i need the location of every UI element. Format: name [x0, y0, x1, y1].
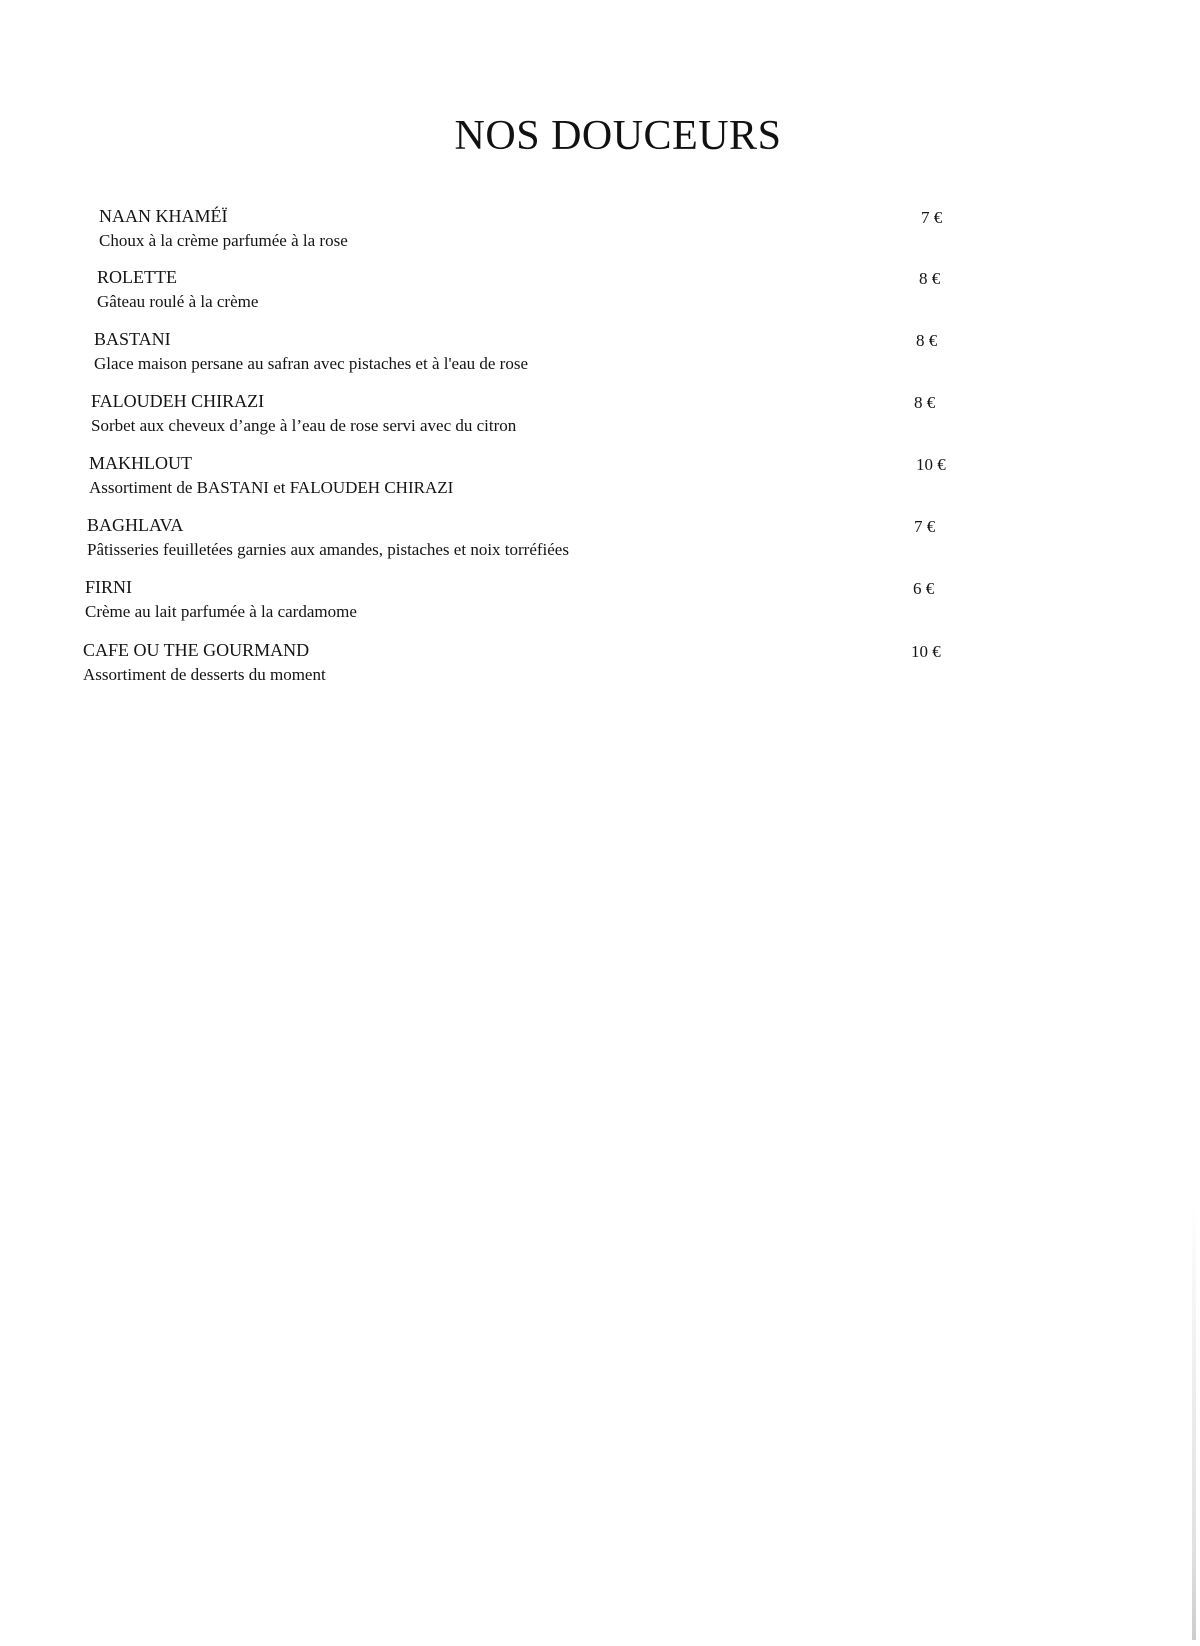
item-price: 10 € [916, 455, 946, 474]
item-price: 8 € [914, 393, 936, 412]
item-name: CAFE OU THE GOURMAND [83, 640, 310, 660]
item-name: NAAN KHAMÉÏ [99, 206, 228, 226]
item-description: Crème au lait parfumée à la cardamome [85, 602, 357, 621]
item-name: BAGHLAVA [87, 515, 184, 535]
item-price: 6 € [913, 579, 935, 598]
item-price: 10 € [911, 642, 941, 661]
item-description: Pâtisseries feuilletées garnies aux amandes, pistaches et noix torréfiées [87, 540, 569, 559]
item-description: Sorbet aux cheveux d’ange à l’eau de rose servi avec du citron [91, 416, 517, 435]
item-price: 7 € [914, 517, 936, 536]
item-name: FIRNI [85, 577, 133, 597]
item-price: 7 € [921, 208, 943, 227]
item-description: Glace maison persane au safran avec pistaches et à l'eau de rose [94, 354, 528, 373]
scan-edge-shadow [1192, 1200, 1196, 1640]
item-description: Assortiment de BASTANI et FALOUDEH CHIRAZI [89, 478, 454, 497]
item-price: 8 € [919, 269, 941, 288]
item-description: Gâteau roulé à la crème [97, 292, 259, 311]
item-description: Choux à la crème parfumée à la rose [99, 231, 348, 250]
item-price: 8 € [916, 331, 938, 350]
item-description: Assortiment de desserts du moment [83, 665, 326, 684]
item-name: ROLETTE [97, 267, 177, 287]
item-name: MAKHLOUT [89, 453, 192, 473]
menu-title: NOS DOUCEURS [454, 113, 782, 159]
item-name: FALOUDEH CHIRAZI [91, 391, 265, 411]
item-name: BASTANI [94, 329, 171, 349]
